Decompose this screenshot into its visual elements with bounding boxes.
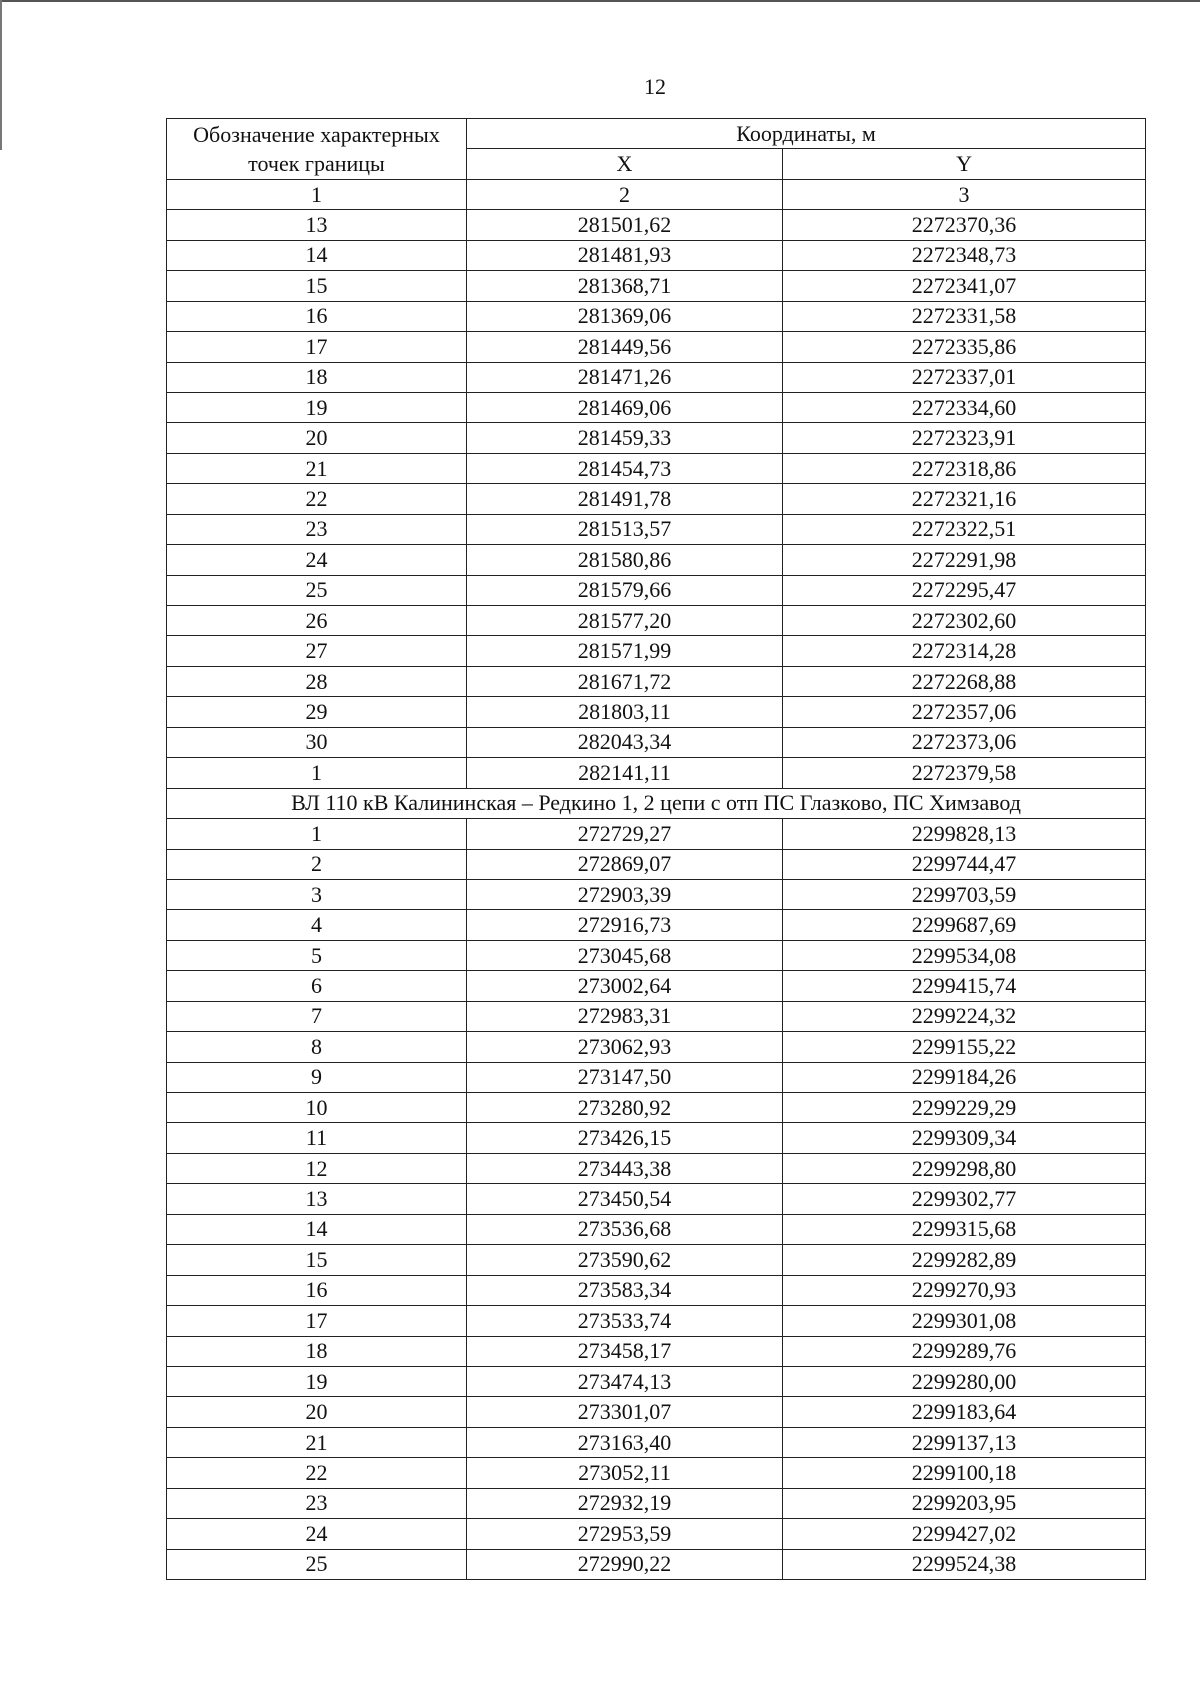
point-id-cell: 12: [167, 1153, 467, 1183]
point-id-cell: 17: [167, 1306, 467, 1336]
point-id-cell: 7: [167, 1001, 467, 1031]
point-id-cell: 13: [167, 210, 467, 240]
y-coordinate-cell: 2272348,73: [783, 240, 1146, 270]
table-row: [167, 1245, 1146, 1275]
table-row: [167, 1032, 1146, 1062]
point-id-cell: 25: [167, 1549, 467, 1579]
point-id-cell: 9: [167, 1062, 467, 1092]
y-coordinate-cell: 2299184,26: [783, 1062, 1146, 1092]
table-row: [167, 606, 1146, 636]
table-row: [167, 1306, 1146, 1336]
x-coordinate-cell: 273533,74: [467, 1306, 783, 1336]
header-y: Y: [783, 149, 1146, 179]
table-row: [167, 575, 1146, 605]
x-coordinate-cell: 273045,68: [467, 940, 783, 970]
y-coordinate-cell: 2272357,06: [783, 697, 1146, 727]
y-coordinate-cell: 2299298,80: [783, 1153, 1146, 1183]
x-coordinate-cell: 282043,34: [467, 727, 783, 757]
x-coordinate-cell: 273301,07: [467, 1397, 783, 1427]
table-row: [167, 301, 1146, 331]
point-id-cell: 2: [167, 849, 467, 879]
x-coordinate-cell: 272916,73: [467, 910, 783, 940]
point-id-cell: 29: [167, 697, 467, 727]
x-coordinate-cell: 272869,07: [467, 849, 783, 879]
y-coordinate-cell: 2272321,16: [783, 484, 1146, 514]
header-x: X: [467, 149, 783, 179]
table-row: [167, 727, 1146, 757]
x-coordinate-cell: 282141,11: [467, 758, 783, 788]
y-coordinate-cell: 2272302,60: [783, 606, 1146, 636]
point-id-cell: 14: [167, 1214, 467, 1244]
x-coordinate-cell: 273052,11: [467, 1458, 783, 1488]
point-id-cell: 4: [167, 910, 467, 940]
table-row: [167, 332, 1146, 362]
column-number: 3: [783, 179, 1146, 209]
y-coordinate-cell: 2299828,13: [783, 819, 1146, 849]
x-coordinate-cell: 281580,86: [467, 545, 783, 575]
point-id-cell: 17: [167, 332, 467, 362]
table-row: [167, 362, 1146, 392]
y-coordinate-cell: 2299687,69: [783, 910, 1146, 940]
x-coordinate-cell: 281579,66: [467, 575, 783, 605]
y-coordinate-cell: 2299703,59: [783, 879, 1146, 909]
y-coordinate-cell: 2299100,18: [783, 1458, 1146, 1488]
x-coordinate-cell: 273002,64: [467, 971, 783, 1001]
y-coordinate-cell: 2272318,86: [783, 453, 1146, 483]
point-id-cell: 15: [167, 1245, 467, 1275]
table-row: [167, 514, 1146, 544]
x-coordinate-cell: 273443,38: [467, 1153, 783, 1183]
point-id-cell: 19: [167, 392, 467, 422]
table-row: [167, 1001, 1146, 1031]
table-row: [167, 1184, 1146, 1214]
table-row: [167, 484, 1146, 514]
y-coordinate-cell: 2272291,98: [783, 545, 1146, 575]
y-coordinate-cell: 2272337,01: [783, 362, 1146, 392]
y-coordinate-cell: 2299302,77: [783, 1184, 1146, 1214]
y-coordinate-cell: 2272322,51: [783, 514, 1146, 544]
table-row: [167, 545, 1146, 575]
table-row: [167, 666, 1146, 696]
x-coordinate-cell: 273458,17: [467, 1336, 783, 1366]
table-row: [167, 636, 1146, 666]
x-coordinate-cell: 281471,26: [467, 362, 783, 392]
point-id-cell: 1: [167, 819, 467, 849]
table-row: [167, 1153, 1146, 1183]
point-id-cell: 8: [167, 1032, 467, 1062]
header-coordinates: Координаты, м: [467, 119, 1146, 149]
y-coordinate-cell: 2299183,64: [783, 1397, 1146, 1427]
y-coordinate-cell: 2299155,22: [783, 1032, 1146, 1062]
section-title: ВЛ 110 кВ Калининская – Редкино 1, 2 цепи с отп ПС Глазково, ПС Химзавод: [167, 788, 1146, 818]
table-row: [167, 940, 1146, 970]
x-coordinate-cell: 272932,19: [467, 1488, 783, 1518]
scan-edge-top: [0, 0, 1200, 2]
y-coordinate-cell: 2272334,60: [783, 392, 1146, 422]
x-coordinate-cell: 272903,39: [467, 879, 783, 909]
y-coordinate-cell: 2299289,76: [783, 1336, 1146, 1366]
x-coordinate-cell: 272953,59: [467, 1519, 783, 1549]
point-id-cell: 28: [167, 666, 467, 696]
page-number: 12: [644, 74, 666, 99]
x-coordinate-cell: 272729,27: [467, 819, 783, 849]
y-coordinate-cell: 2299229,29: [783, 1093, 1146, 1123]
x-coordinate-cell: 281369,06: [467, 301, 783, 331]
x-coordinate-cell: 273474,13: [467, 1366, 783, 1396]
point-id-cell: 24: [167, 545, 467, 575]
table-row: [167, 1093, 1146, 1123]
y-coordinate-cell: 2299315,68: [783, 1214, 1146, 1244]
table-row: [167, 910, 1146, 940]
point-id-cell: 14: [167, 240, 467, 270]
y-coordinate-cell: 2299301,08: [783, 1306, 1146, 1336]
x-coordinate-cell: 281368,71: [467, 271, 783, 301]
point-id-cell: 25: [167, 575, 467, 605]
point-id-cell: 20: [167, 1397, 467, 1427]
table-row: [167, 1123, 1146, 1153]
table-row: [167, 758, 1146, 788]
x-coordinate-cell: 281481,93: [467, 240, 783, 270]
point-id-cell: 23: [167, 514, 467, 544]
table-row: [167, 1519, 1146, 1549]
y-coordinate-cell: 2299203,95: [783, 1488, 1146, 1518]
x-coordinate-cell: 281459,33: [467, 423, 783, 453]
y-coordinate-cell: 2272331,58: [783, 301, 1146, 331]
point-id-cell: 3: [167, 879, 467, 909]
y-coordinate-cell: 2299427,02: [783, 1519, 1146, 1549]
table-row: [167, 697, 1146, 727]
y-coordinate-cell: 2299534,08: [783, 940, 1146, 970]
point-id-cell: 11: [167, 1123, 467, 1153]
table-row: [167, 423, 1146, 453]
point-id-cell: 22: [167, 484, 467, 514]
point-id-cell: 18: [167, 362, 467, 392]
point-id-cell: 21: [167, 453, 467, 483]
table-row: [167, 1275, 1146, 1305]
x-coordinate-cell: 281671,72: [467, 666, 783, 696]
table-row: [167, 849, 1146, 879]
coordinates-table: [166, 118, 1146, 1580]
table-row: [167, 1397, 1146, 1427]
header-point-label: Обозначение характерных точек границы: [167, 119, 467, 180]
point-id-cell: 19: [167, 1366, 467, 1396]
x-coordinate-cell: 273426,15: [467, 1123, 783, 1153]
x-coordinate-cell: 281501,62: [467, 210, 783, 240]
x-coordinate-cell: 273280,92: [467, 1093, 783, 1123]
x-coordinate-cell: 272983,31: [467, 1001, 783, 1031]
x-coordinate-cell: 272990,22: [467, 1549, 783, 1579]
point-id-cell: 15: [167, 271, 467, 301]
point-id-cell: 22: [167, 1458, 467, 1488]
y-coordinate-cell: 2299415,74: [783, 971, 1146, 1001]
point-id-cell: 20: [167, 423, 467, 453]
point-id-cell: 26: [167, 606, 467, 636]
column-number: 2: [467, 179, 783, 209]
point-id-cell: 16: [167, 301, 467, 331]
x-coordinate-cell: 273583,34: [467, 1275, 783, 1305]
table-row: [167, 1427, 1146, 1457]
point-id-cell: 16: [167, 1275, 467, 1305]
y-coordinate-cell: 2272295,47: [783, 575, 1146, 605]
y-coordinate-cell: 2272314,28: [783, 636, 1146, 666]
y-coordinate-cell: 2299280,00: [783, 1366, 1146, 1396]
y-coordinate-cell: 2299224,32: [783, 1001, 1146, 1031]
table-row: [167, 1549, 1146, 1579]
column-number-row: [167, 179, 1146, 209]
x-coordinate-cell: 281577,20: [467, 606, 783, 636]
table-row: [167, 240, 1146, 270]
y-coordinate-cell: 2272379,58: [783, 758, 1146, 788]
point-id-cell: 5: [167, 940, 467, 970]
y-coordinate-cell: 2299282,89: [783, 1245, 1146, 1275]
y-coordinate-cell: 2299524,38: [783, 1549, 1146, 1579]
x-coordinate-cell: 273163,40: [467, 1427, 783, 1457]
y-coordinate-cell: 2299309,34: [783, 1123, 1146, 1153]
y-coordinate-cell: 2272268,88: [783, 666, 1146, 696]
x-coordinate-cell: 273590,62: [467, 1245, 783, 1275]
y-coordinate-cell: 2299137,13: [783, 1427, 1146, 1457]
y-coordinate-cell: 2272370,36: [783, 210, 1146, 240]
point-id-cell: 10: [167, 1093, 467, 1123]
point-id-cell: 27: [167, 636, 467, 666]
x-coordinate-cell: 281469,06: [467, 392, 783, 422]
point-id-cell: 24: [167, 1519, 467, 1549]
header-row: [167, 119, 1146, 149]
x-coordinate-cell: 273147,50: [467, 1062, 783, 1092]
point-id-cell: 21: [167, 1427, 467, 1457]
table-row: [167, 879, 1146, 909]
table-row: [167, 819, 1146, 849]
point-id-cell: 18: [167, 1336, 467, 1366]
table-row: [167, 1458, 1146, 1488]
x-coordinate-cell: 273450,54: [467, 1184, 783, 1214]
point-id-cell: 23: [167, 1488, 467, 1518]
x-coordinate-cell: 281449,56: [467, 332, 783, 362]
x-coordinate-cell: 281571,99: [467, 636, 783, 666]
table-row: [167, 1214, 1146, 1244]
y-coordinate-cell: 2272323,91: [783, 423, 1146, 453]
point-id-cell: 13: [167, 1184, 467, 1214]
y-coordinate-cell: 2272373,06: [783, 727, 1146, 757]
column-number: 1: [167, 179, 467, 209]
x-coordinate-cell: 281491,78: [467, 484, 783, 514]
table-row: [167, 1488, 1146, 1518]
table-row: [167, 210, 1146, 240]
point-id-cell: 30: [167, 727, 467, 757]
y-coordinate-cell: 2299270,93: [783, 1275, 1146, 1305]
table-row: [167, 392, 1146, 422]
point-id-cell: 6: [167, 971, 467, 1001]
x-coordinate-cell: 281454,73: [467, 453, 783, 483]
y-coordinate-cell: 2272335,86: [783, 332, 1146, 362]
table-row: [167, 271, 1146, 301]
y-coordinate-cell: 2272341,07: [783, 271, 1146, 301]
y-coordinate-cell: 2299744,47: [783, 849, 1146, 879]
x-coordinate-cell: 273062,93: [467, 1032, 783, 1062]
table-row: [167, 971, 1146, 1001]
x-coordinate-cell: 281803,11: [467, 697, 783, 727]
x-coordinate-cell: 273536,68: [467, 1214, 783, 1244]
section-title-row: [167, 788, 1146, 818]
table-row: [167, 1336, 1146, 1366]
x-coordinate-cell: 281513,57: [467, 514, 783, 544]
point-id-cell: 1: [167, 758, 467, 788]
table-row: [167, 453, 1146, 483]
table-row: [167, 1366, 1146, 1396]
table-row: [167, 1062, 1146, 1092]
